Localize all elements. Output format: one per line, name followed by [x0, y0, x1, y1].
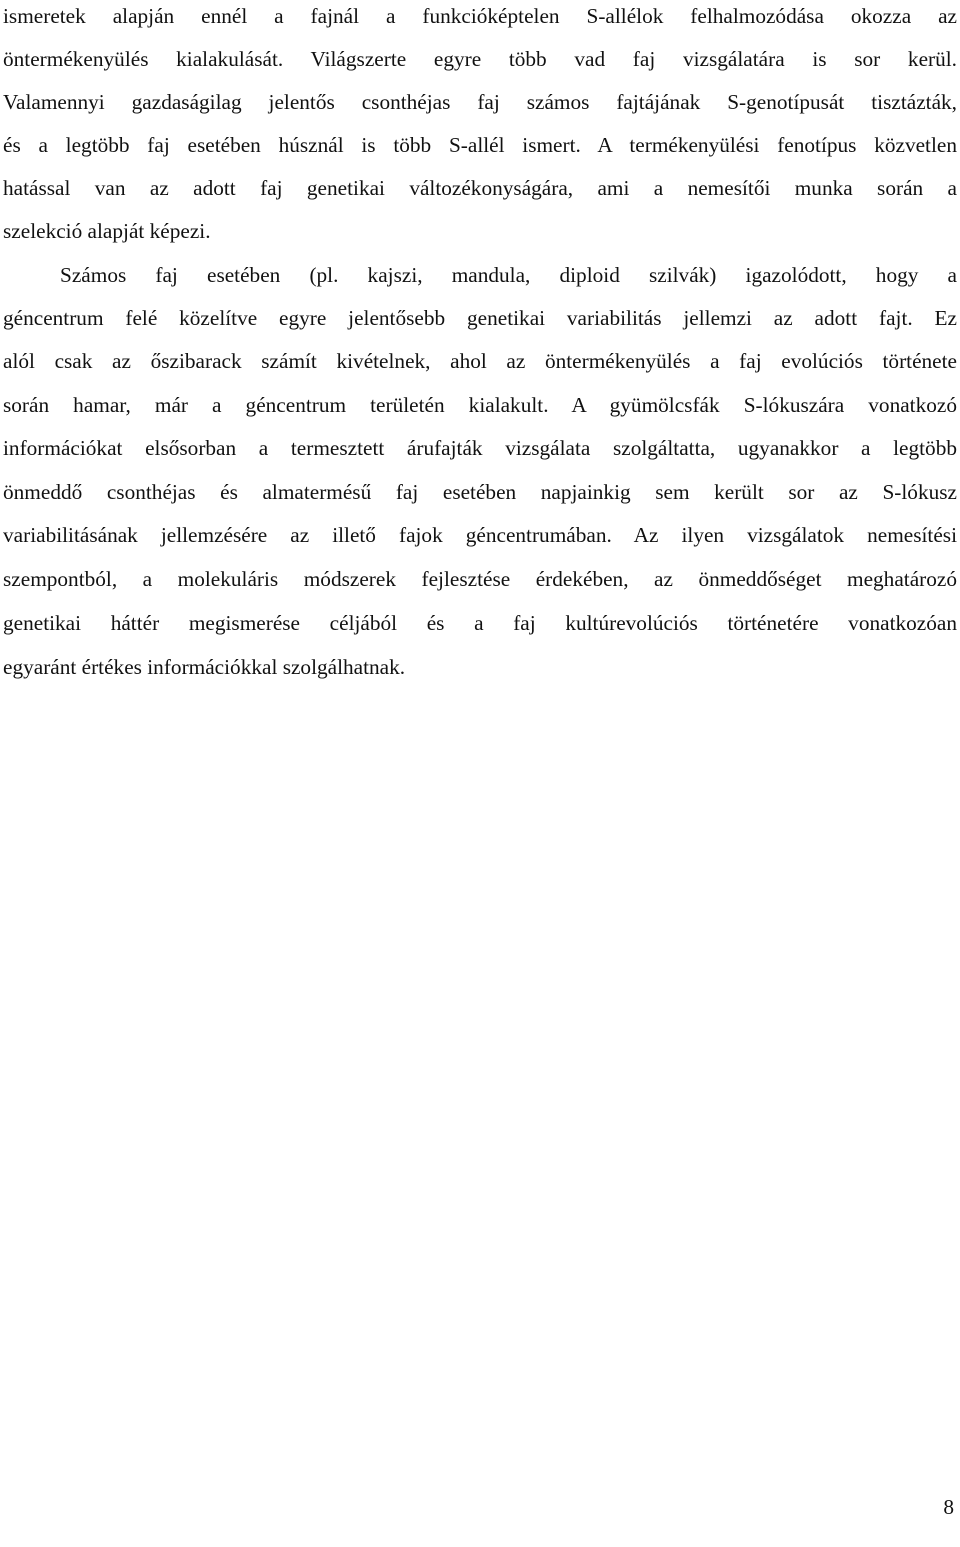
page-number: 8	[943, 1495, 954, 1519]
text-line: szelekció alapját képezi.	[3, 219, 211, 243]
text-line: és a legtöbb faj esetében húsznál is több S-allél ismert. A termékenyülési fenotípus közvetlen	[3, 133, 957, 157]
text-line: szempontból, a molekuláris módszerek fejlesztése érdekében, az önmeddőséget meghatározó	[3, 567, 957, 591]
text-line: géncentrum felé közelítve egyre jelentősebb genetikai variabilitás jellemzi az adott fajt. Ez	[3, 306, 957, 330]
text-line: önmeddő csonthéjas és almatermésű faj esetében napjainkig sem került sor az S-lókusz	[3, 480, 957, 504]
text-line: ismeretek alapján ennél a fajnál a funkcióképtelen S-allélok felhalmozódása okozza az	[3, 4, 957, 28]
text-line: egyaránt értékes információkkal szolgálhatnak.	[3, 655, 406, 679]
text-line: Számos faj esetében (pl. kajszi, mandula, diploid szilvák) igazolódott, hogy a	[60, 263, 957, 287]
text-line: Valamennyi gazdaságilag jelentős csonthéjas faj számos fajtájának S-genotípusát tisztázták,	[3, 90, 957, 114]
text-line: alól csak az őszibarack számít kivételnek, ahol az öntermékenyülés a faj evolúciós története	[3, 349, 957, 373]
text-line: során hamar, már a géncentrum területén kialakult. A gyümölcsfák S-lókuszára vonatkozó	[3, 393, 957, 417]
text-line: hatással van az adott faj genetikai változékonyságára, ami a nemesítői munka során a	[3, 176, 957, 200]
text-line: öntermékenyülés kialakulását. Világszerte egyre több vad faj vizsgálatára is sor kerül.	[3, 47, 957, 71]
text-line: variabilitásának jellemzésére az illető fajok géncentrumában. Az ilyen vizsgálatok nemesítési	[3, 523, 957, 547]
text-line: genetikai háttér megismerése céljából és a faj kultúrevolúciós történetére vonatkozóan	[3, 611, 957, 635]
text-line: információkat elsősorban a termesztett árufajták vizsgálata szolgáltatta, ugyanakkor a legtöbb	[3, 436, 957, 460]
